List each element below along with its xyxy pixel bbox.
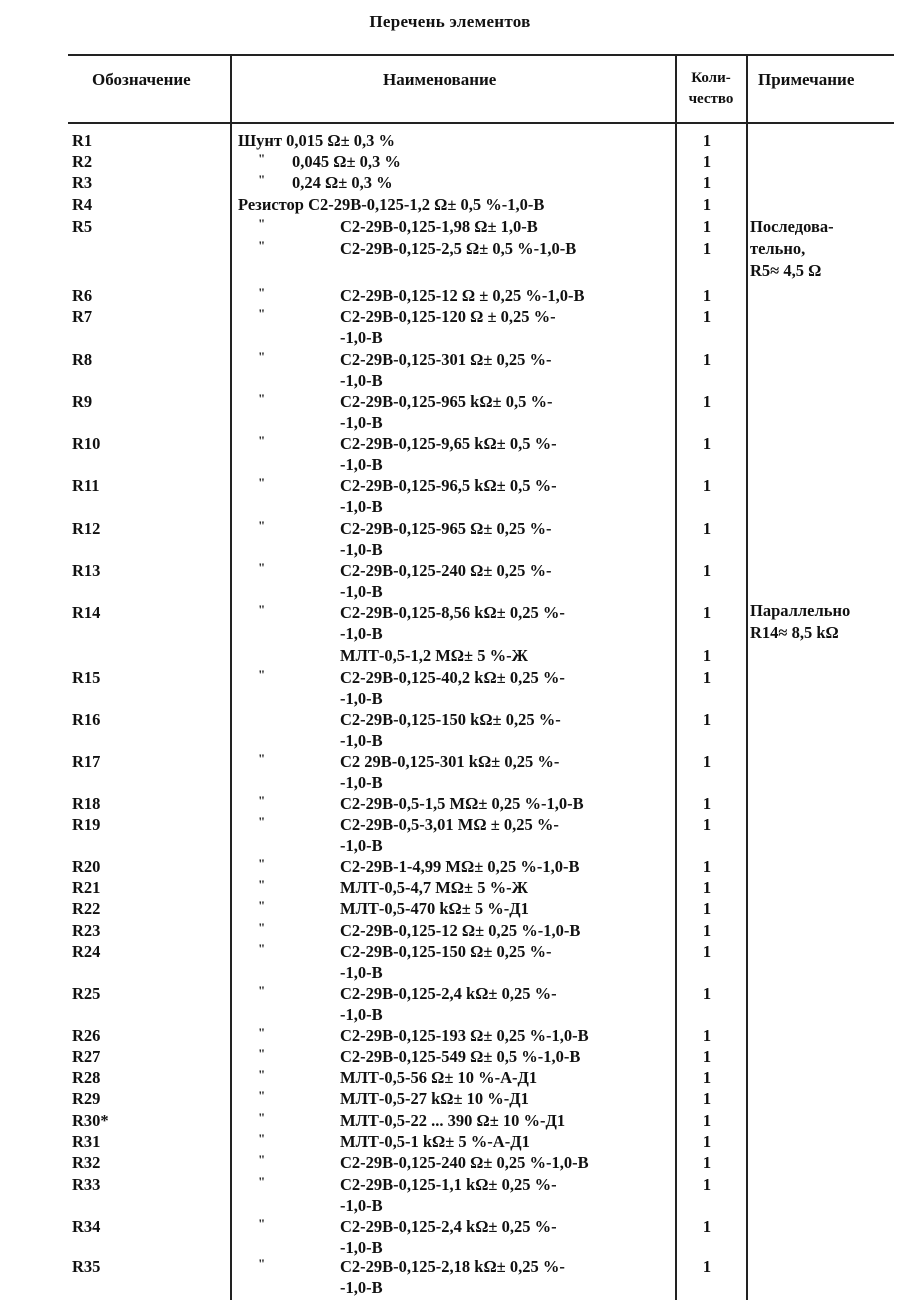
quantity-cell: 1	[702, 173, 712, 192]
quantity-cell: 1	[702, 921, 712, 940]
quantity-cell: 1	[702, 984, 712, 1003]
name-line: С2-29В-0,125-2,4 kΩ± 0,25 %-	[340, 984, 557, 1003]
ditto-mark: "	[258, 1088, 266, 1103]
designation-cell: R17	[72, 752, 101, 771]
note-series-line1: Последова-	[750, 217, 834, 236]
ditto-mark: "	[258, 1025, 266, 1040]
page-title: Перечень элементов	[369, 12, 531, 31]
name-cell	[292, 151, 622, 172]
quantity-cell: 1	[702, 392, 712, 411]
name-cell	[340, 983, 670, 1025]
designation-cell: R12	[72, 519, 101, 538]
column-divider-3	[746, 55, 748, 1300]
designation-cell: R2	[72, 152, 93, 171]
quantity-cell: 1	[702, 603, 712, 622]
quantity-cell: 1	[702, 561, 712, 580]
designation-cell: R20	[72, 857, 101, 876]
designation-cell: R7	[72, 307, 93, 326]
name-line: С2-29В-0,125-301 Ω± 0,25 %-	[340, 350, 552, 369]
ditto-mark: "	[258, 602, 266, 617]
header-bottom-rule	[68, 122, 894, 124]
designation-cell: R15	[72, 668, 101, 687]
name-continuation: -1,0-В	[340, 731, 383, 750]
header-designation: Обозначение	[92, 70, 191, 89]
note-series-line3: R5≈ 4,5 Ω	[750, 261, 822, 280]
name-line: С2-29В-0,125-150 kΩ± 0,25 %-	[340, 710, 561, 729]
name-cell	[340, 877, 670, 898]
name-line: Шунт 0,015 Ω± 0,3 %	[238, 131, 395, 150]
quantity-cell: 1	[702, 1068, 712, 1087]
designation-cell: R28	[72, 1068, 101, 1087]
table-top-rule	[68, 54, 894, 56]
name-line: С2-29В-0,125-2,18 kΩ± 0,25 %-	[340, 1257, 565, 1276]
quantity-cell: 1	[702, 434, 712, 453]
name-continuation: -1,0-В	[340, 455, 383, 474]
header-quantity-line2: чество	[688, 91, 734, 107]
name-continuation: -1,0-В	[340, 371, 383, 390]
note-parallel	[750, 600, 895, 644]
name-continuation: -1,0-В	[340, 963, 383, 982]
name-line: С2 29В-0,125-301 kΩ± 0,25 %-	[340, 752, 560, 771]
designation-cell: R5	[72, 217, 93, 236]
name-line: МЛТ-0,5-27 kΩ± 10 %-Д1	[340, 1089, 529, 1108]
name-continuation: -1,0-В	[340, 1005, 383, 1024]
ditto-mark: "	[258, 560, 266, 575]
ditto-mark: "	[258, 941, 266, 956]
quantity-cell: 1	[702, 1047, 712, 1066]
ditto-mark: "	[258, 306, 266, 321]
quantity-cell: 1	[702, 286, 712, 305]
name-continuation: -1,0-В	[340, 773, 383, 792]
ditto-mark: "	[258, 877, 266, 892]
designation-cell: R23	[72, 921, 101, 940]
quantity-cell: 1	[702, 1153, 712, 1172]
quantity-cell: 1	[702, 1111, 712, 1130]
ditto-mark: "	[258, 475, 266, 490]
designation-cell: R31	[72, 1132, 101, 1151]
name-cell	[340, 920, 670, 941]
name-line: МЛТ-0,5-56 Ω± 10 %-А-Д1	[340, 1068, 538, 1087]
name-cell	[340, 1110, 670, 1131]
column-divider-2	[675, 55, 677, 1300]
name-line: МЛТ-0,5-22 ... 390 Ω± 10 %-Д1	[340, 1111, 566, 1130]
name-cell	[340, 602, 670, 644]
ditto-mark: "	[258, 1131, 266, 1146]
name-line: С2-29В-0,125-2,5 Ω± 0,5 %-1,0-В	[340, 239, 577, 258]
name-line: С2-29В-0,125-193 Ω± 0,25 %-1,0-В	[340, 1026, 589, 1045]
header-quantity-line1: Коли-	[691, 70, 731, 86]
quantity-cell: 1	[702, 217, 712, 236]
ditto-mark: "	[258, 285, 266, 300]
name-cell	[340, 285, 670, 306]
name-continuation: -1,0-В	[340, 413, 383, 432]
name-continuation: -1,0-В	[340, 1196, 383, 1215]
ditto-mark: "	[258, 518, 266, 533]
name-line: С2-29В-0,125-12 Ω± 0,25 %-1,0-В	[340, 921, 581, 940]
ditto-mark: "	[258, 1216, 266, 1231]
ditto-mark: "	[258, 751, 266, 766]
designation-cell: R8	[72, 350, 93, 369]
note-parallel-line2: R14≈ 8,5 kΩ	[750, 623, 839, 642]
name-cell	[340, 518, 670, 560]
name-continuation: -1,0-В	[340, 689, 383, 708]
designation-cell: R24	[72, 942, 101, 961]
designation-cell: R34	[72, 1217, 101, 1236]
name-cell	[340, 238, 670, 259]
ditto-mark: "	[258, 920, 266, 935]
name-cell	[238, 194, 568, 215]
designation-cell: R10	[72, 434, 101, 453]
designation-cell: R14	[72, 603, 101, 622]
designation-cell: R29	[72, 1089, 101, 1108]
quantity-cell: 1	[702, 350, 712, 369]
designation-cell: R33	[72, 1175, 101, 1194]
name-cell	[340, 645, 670, 666]
name-continuation: -1,0-В	[340, 540, 383, 559]
name-line: МЛТ-0,5-1,2 MΩ± 5 %-Ж	[340, 646, 528, 665]
ditto-mark: "	[258, 1046, 266, 1061]
name-cell	[340, 391, 670, 433]
header-name: Наименование	[383, 70, 497, 89]
quantity-cell: 1	[702, 857, 712, 876]
name-line: С2-29В-0,125-120 Ω ± 0,25 %-	[340, 307, 556, 326]
name-cell	[340, 1174, 670, 1216]
name-continuation: -1,0-В	[340, 328, 383, 347]
name-line: С2-29В-0,125-2,4 kΩ± 0,25 %-	[340, 1217, 557, 1236]
note-series	[750, 216, 895, 282]
designation-cell: R6	[72, 286, 93, 305]
quantity-cell: 1	[702, 307, 712, 326]
name-cell	[340, 1067, 670, 1088]
name-line: МЛТ-0,5-470 kΩ± 5 %-Д1	[340, 899, 529, 918]
quantity-cell: 1	[702, 152, 712, 171]
name-cell	[340, 793, 670, 814]
name-cell	[340, 1152, 670, 1173]
name-cell	[292, 172, 622, 193]
designation-cell: R3	[72, 173, 93, 192]
name-continuation: -1,0-В	[340, 624, 383, 643]
name-cell	[340, 898, 670, 919]
name-cell	[340, 667, 670, 709]
quantity-cell: 1	[702, 195, 712, 214]
name-line: С2-29В-0,125-965 Ω± 0,25 %-	[340, 519, 552, 538]
quantity-cell: 1	[702, 899, 712, 918]
name-line: Резистор С2-29В-0,125-1,2 Ω± 0,5 %-1,0-В	[238, 195, 545, 214]
designation-cell: R4	[72, 195, 93, 214]
name-cell	[340, 1025, 670, 1046]
ditto-mark: "	[258, 814, 266, 829]
name-cell	[340, 1131, 670, 1152]
name-cell	[238, 130, 568, 151]
quantity-cell: 1	[702, 476, 712, 495]
ditto-mark: "	[258, 238, 266, 253]
name-cell	[340, 709, 670, 751]
ditto-mark: "	[258, 1110, 266, 1125]
quantity-cell: 1	[702, 668, 712, 687]
name-continuation: -1,0-В	[340, 497, 383, 516]
designation-cell: R30*	[72, 1111, 109, 1130]
name-cell	[340, 433, 670, 475]
designation-cell: R13	[72, 561, 101, 580]
name-cell	[340, 1046, 670, 1067]
name-line: С2-29В-0,125-40,2 kΩ± 0,25 %-	[340, 668, 565, 687]
ditto-mark: "	[258, 151, 266, 166]
name-line: С2-29В-0,125-549 Ω± 0,5 %-1,0-В	[340, 1047, 581, 1066]
quantity-cell: 1	[702, 878, 712, 897]
ditto-mark: "	[258, 898, 266, 913]
designation-cell: R19	[72, 815, 101, 834]
name-line: С2-29В-0,125-96,5 kΩ± 0,5 %-	[340, 476, 557, 495]
designation-cell: R22	[72, 899, 101, 918]
quantity-cell: 1	[702, 1217, 712, 1236]
name-line: С2-29В-0,125-240 Ω± 0,25 %-1,0-В	[340, 1153, 589, 1172]
name-cell	[340, 814, 670, 856]
name-line: МЛТ-0,5-4,7 MΩ± 5 %-Ж	[340, 878, 528, 897]
quantity-cell: 1	[702, 519, 712, 538]
ditto-mark: "	[258, 1152, 266, 1167]
quantity-cell: 1	[702, 1026, 712, 1045]
designation-cell: R25	[72, 984, 101, 1003]
ditto-mark: "	[258, 856, 266, 871]
ditto-mark: "	[258, 433, 266, 448]
designation-cell: R18	[72, 794, 101, 813]
designation-cell: R35	[72, 1257, 101, 1276]
name-cell	[340, 306, 670, 348]
ditto-mark: "	[258, 1256, 266, 1271]
quantity-cell: 1	[702, 710, 712, 729]
note-parallel-line1: Параллельно	[750, 601, 851, 620]
name-line: С2-29В-0,125-1,98 Ω± 1,0-В	[340, 217, 538, 236]
name-cell	[340, 216, 670, 237]
quantity-cell: 1	[702, 1132, 712, 1151]
name-cell	[340, 751, 670, 793]
name-cell	[340, 856, 670, 877]
name-line: 0,045 Ω± 0,3 %	[292, 152, 401, 171]
name-continuation: -1,0-В	[340, 1238, 383, 1257]
quantity-cell: 1	[702, 131, 712, 150]
name-cell	[340, 1088, 670, 1109]
quantity-cell: 1	[702, 942, 712, 961]
name-cell	[340, 560, 670, 602]
designation-cell: R27	[72, 1047, 101, 1066]
quantity-cell: 1	[702, 1089, 712, 1108]
name-cell	[340, 941, 670, 983]
ditto-mark: "	[258, 1067, 266, 1082]
quantity-cell: 1	[702, 1175, 712, 1194]
quantity-cell: 1	[702, 239, 712, 258]
name-line: 0,24 Ω± 0,3 %	[292, 173, 393, 192]
ditto-mark: "	[258, 391, 266, 406]
designation-cell: R26	[72, 1026, 101, 1045]
header-quantity	[675, 68, 747, 110]
ditto-mark: "	[258, 349, 266, 364]
name-line: С2-29В-0,125-1,1 kΩ± 0,25 %-	[340, 1175, 557, 1194]
name-cell	[340, 475, 670, 517]
ditto-mark: "	[258, 216, 266, 231]
designation-cell: R32	[72, 1153, 101, 1172]
name-continuation: -1,0-В	[340, 836, 383, 855]
column-divider-1	[230, 55, 232, 1300]
ditto-mark: "	[258, 793, 266, 808]
name-line: МЛТ-0,5-1 kΩ± 5 %-А-Д1	[340, 1132, 530, 1151]
ditto-mark: "	[258, 983, 266, 998]
name-line: С2-29В-0,125-150 Ω± 0,25 %-	[340, 942, 552, 961]
quantity-cell: 1	[702, 752, 712, 771]
name-line: С2-29В-0,5-3,01 MΩ ± 0,25 %-	[340, 815, 559, 834]
name-continuation: -1,0-В	[340, 582, 383, 601]
ditto-mark: "	[258, 1174, 266, 1189]
ditto-mark: "	[258, 172, 266, 187]
designation-cell: R11	[72, 476, 100, 495]
name-cell	[340, 1216, 670, 1258]
name-line: С2-29В-0,125-240 Ω± 0,25 %-	[340, 561, 552, 580]
ditto-mark: "	[258, 667, 266, 682]
name-line: С2-29В-0,125-9,65 kΩ± 0,5 %-	[340, 434, 557, 453]
header-note: Примечание	[758, 70, 855, 89]
name-line: С2-29В-0,125-965 kΩ± 0,5 %-	[340, 392, 553, 411]
quantity-cell: 1	[702, 815, 712, 834]
name-line: С2-29В-0,5-1,5 MΩ± 0,25 %-1,0-В	[340, 794, 584, 813]
designation-cell: R1	[72, 131, 93, 150]
name-continuation: -1,0-В	[340, 1278, 383, 1297]
name-cell	[340, 349, 670, 391]
quantity-cell: 1	[702, 794, 712, 813]
quantity-cell: 1	[702, 1257, 712, 1276]
quantity-cell: 1	[702, 646, 712, 665]
designation-cell: R16	[72, 710, 101, 729]
name-line: С2-29В-0,125-12 Ω ± 0,25 %-1,0-В	[340, 286, 585, 305]
designation-cell: R9	[72, 392, 93, 411]
designation-cell: R21	[72, 878, 101, 897]
name-cell	[340, 1256, 670, 1298]
name-line: С2-29В-0,125-8,56 kΩ± 0,25 %-	[340, 603, 565, 622]
note-series-line2: тельно,	[750, 239, 806, 258]
name-line: С2-29В-1-4,99 MΩ± 0,25 %-1,0-В	[340, 857, 580, 876]
